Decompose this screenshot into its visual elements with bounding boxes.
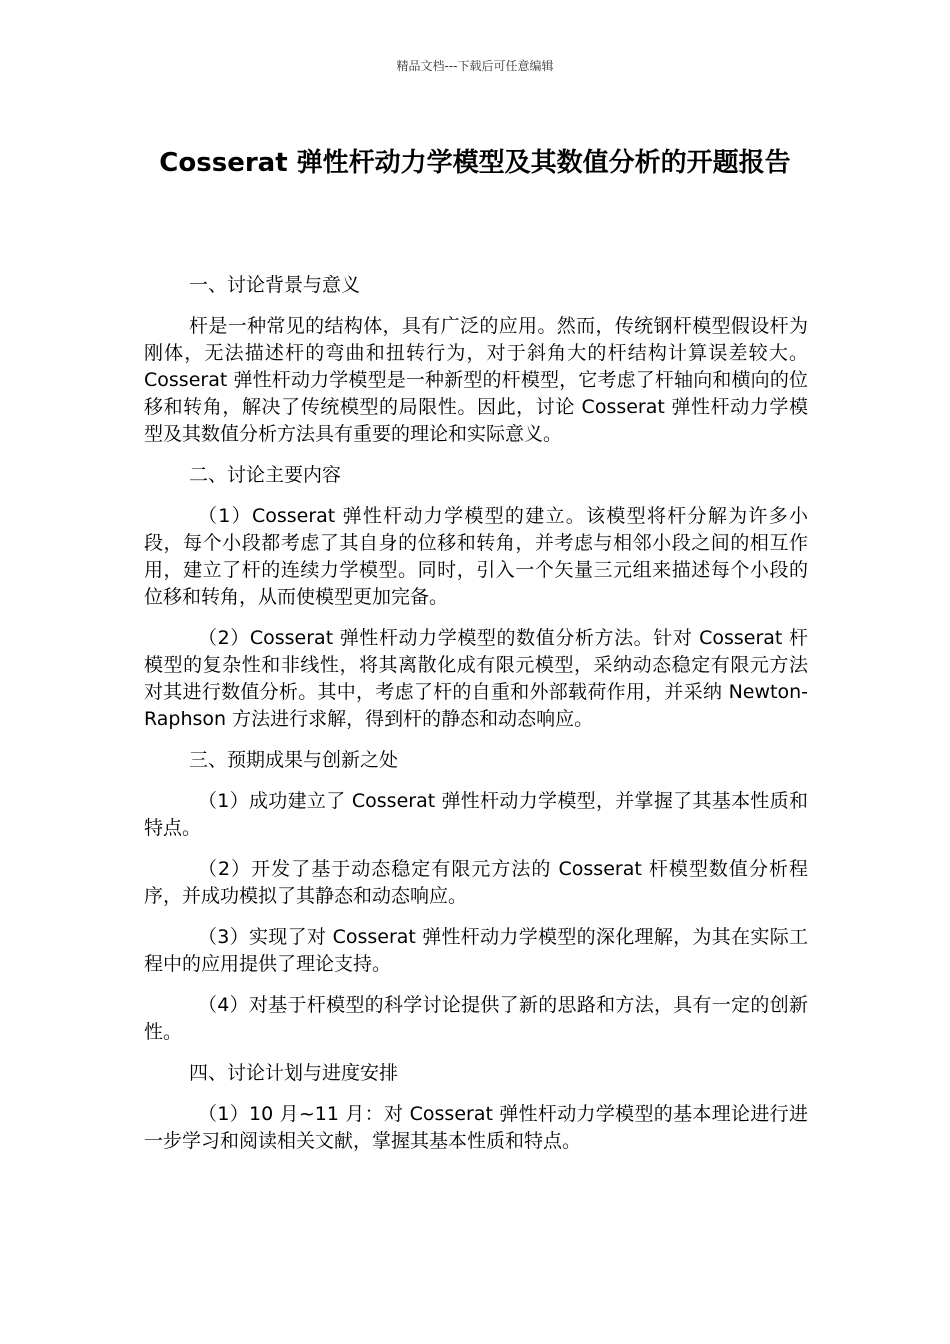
list-item: （1）成功建立了 Cosserat 弹性杆动力学模型，并掌握了其基本性质和特点。 bbox=[144, 790, 808, 839]
paragraph: 杆是一种常见的结构体，具有广泛的应用。然而，传统钢杆模型假设杆为刚体，无法描述杆的弯曲和扭转行为，对于斜角大的杆结构计算误差较大。Cosserat 弹性杆动力学模型是一种新型的杆模型，它考虑了杆轴向和横向的位移和转角，解决了传统模型的局限性。因此，讨论 Cosserat 弹性杆动力学模型及其数值分析方法具有重要的理论和实际意义。 bbox=[144, 315, 808, 445]
list-item: （1）Cosserat 弹性杆动力学模型的建立。该模型将杆分解为许多小段，每个小段都考虑了其自身的位移和转角，并考虑与相邻小段之间的相互作用，建立了杆的连续力学模型。同时，引入一个矢量三元组来描述每个小段的位移和转角，从而使模型更加完备。 bbox=[144, 505, 808, 608]
section-heading: 三、预期成果与创新之处 bbox=[189, 749, 399, 771]
list-item: （2）开发了基于动态稳定有限元方法的 Cosserat 杆模型数值分析程序，并成功模拟了其静态和动态响应。 bbox=[144, 858, 808, 907]
section-heading: 一、讨论背景与意义 bbox=[189, 274, 361, 296]
header-note: 精品文档---下载后可任意编辑 bbox=[396, 59, 554, 73]
list-item: （4）对基于杆模型的科学讨论提供了新的思路和方法，具有一定的创新性。 bbox=[144, 994, 808, 1043]
list-item: （1）10 月~11 月：对 Cosserat 弹性杆动力学模型的基本理论进行进一步学习和阅读相关文献，掌握其基本性质和特点。 bbox=[144, 1103, 808, 1152]
document-title: Cosserat 弹性杆动力学模型及其数值分析的开题报告 bbox=[159, 148, 791, 178]
document-body bbox=[144, 272, 808, 1169]
list-item: （3）实现了对 Cosserat 弹性杆动力学模型的深化理解，为其在实际工程中的应用提供了理论支持。 bbox=[144, 926, 808, 975]
list-item: （2）Cosserat 弹性杆动力学模型的数值分析方法。针对 Cosserat 杆模型的复杂性和非线性，将其离散化成有限元模型，采纳动态稳定有限元方法对其进行数值分析。其中，考虑了杆的自重和外部载荷作用，并采纳 Newton-Raphson 方法进行求解，得到杆的静态和动态响应。 bbox=[144, 627, 808, 730]
section-heading: 四、讨论计划与进度安排 bbox=[189, 1062, 399, 1084]
section-heading: 二、讨论主要内容 bbox=[189, 464, 342, 486]
